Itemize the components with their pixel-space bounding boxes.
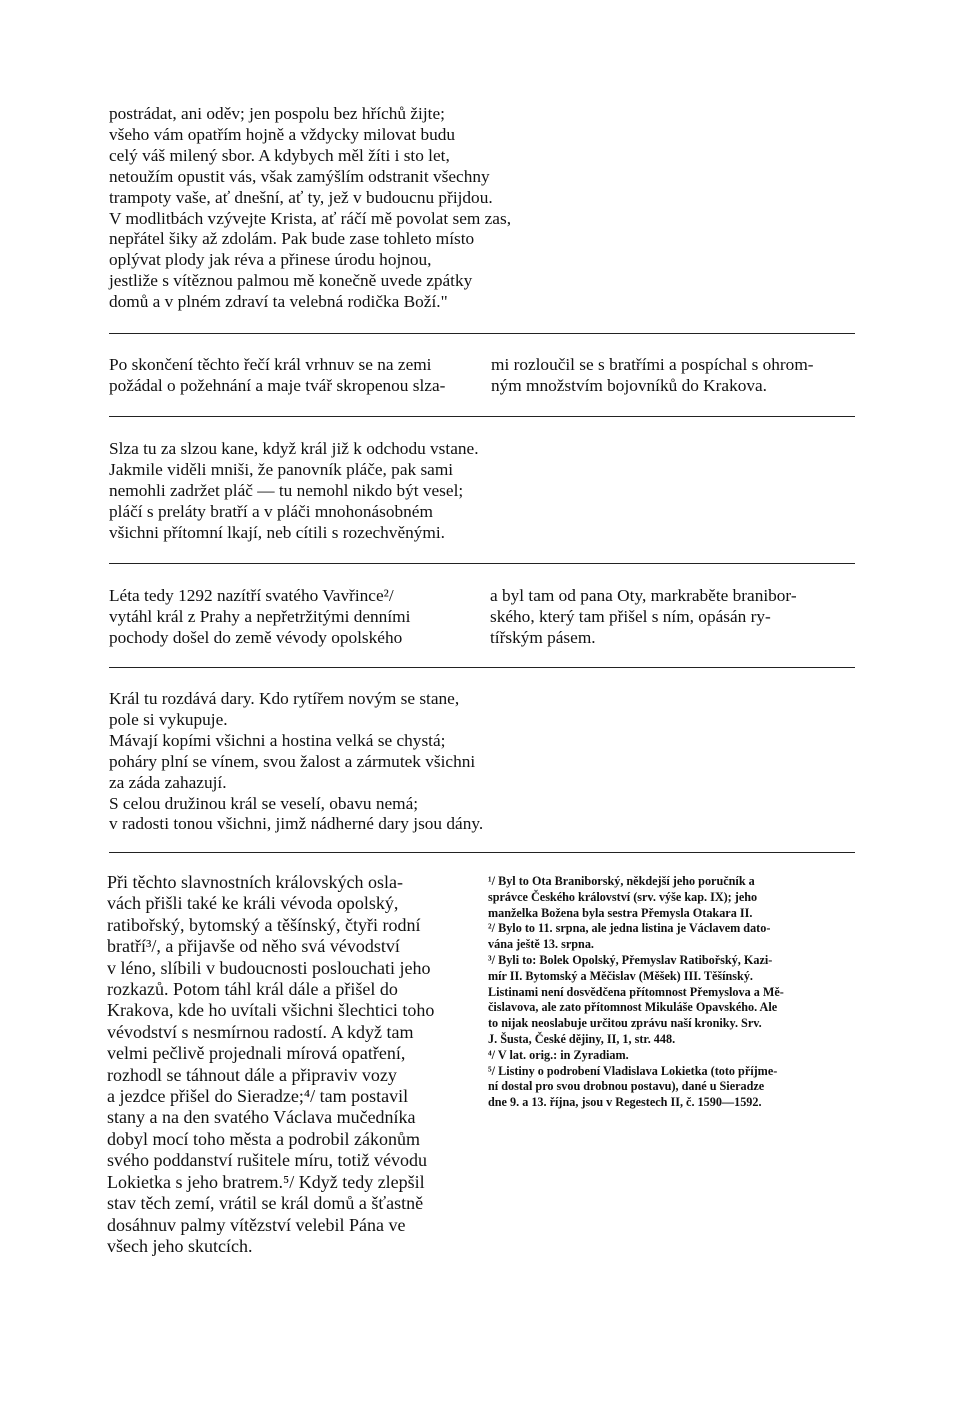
footnote-line: čislavova, ale zato přítomnost Mikuláše Opavského. Ale (488, 1000, 778, 1015)
prose-line: ského, který tam přišel s ním, opásán ry- (490, 607, 771, 626)
prose-2-right-column (490, 585, 856, 648)
verse-line: v radosti tonou všichni, jimž nádherné dary jsou dány. (109, 814, 484, 834)
footnote-line: ⁴/ V lat. orig.: in Zyradiam. (488, 1047, 629, 1062)
text-line: ratibořský, bytomský a těšínský, čtyři rodní (107, 914, 421, 935)
text-line: dosáhnuv palmy vítězství velebil Pána ve (107, 1214, 406, 1235)
poem-top (109, 104, 869, 313)
footnote-line: ²/ Bylo to 11. srpna, ale jedna listina je Václavem dato- (488, 921, 771, 936)
verse-line: všeho vám opatřím hojně a vždycky milovat budu (109, 124, 456, 144)
verse-line: pole si vykupuje. (109, 709, 228, 729)
verse-line: oplývat plody jak réva a přinese úrodu hojnou, (109, 250, 432, 270)
prose-2-left-column (109, 585, 475, 648)
divider-rule (109, 852, 855, 853)
footnote-line: ³/ Byli to: Bolek Opolský, Přemyslav Ratibořský, Kazi- (488, 952, 773, 967)
divider-rule (109, 563, 855, 564)
verse-line: S celou družinou král se veselí, obavu nemá; (109, 793, 419, 813)
footnote-line: vána ještě 13. srpna. (488, 937, 594, 952)
verse-line: jestliže s vítěznou palmou mě konečně uvede zpátky (109, 271, 473, 291)
text-line: vévodství s nesmírnou radostí. A když tam (107, 1021, 414, 1042)
footnote-line: Listinami není dosvědčena přítomnost Přemyslova a Mě- (488, 984, 784, 999)
verse-line: pláčí s preláty bratří a v pláči mnohonásobném (109, 501, 433, 521)
text-line: rozhodl se táhnout dále a připraviv vozy (107, 1064, 397, 1085)
verse-line: trampoty vaše, ať dnešní, ať ty, jež v budoucnu přijdou. (109, 187, 493, 207)
text-line: svého poddanství rušitele míru, totiž vévodu (107, 1150, 427, 1171)
verse-line: všichni přítomní lkají, neb cítili s rozechvěnými. (109, 522, 445, 542)
footnote-line: manželka Božena byla sestra Přemysla Otakara II. (488, 905, 753, 920)
text-line: Při těchto slavnostních královských osla- (107, 872, 403, 892)
verse-line: Mávají kopími všichni a hostina velká se chystá; (109, 730, 446, 750)
text-line: všech jeho skutcích. (107, 1235, 253, 1256)
prose-1-right-column (491, 354, 857, 396)
text-line: vách přišli také ke králi vévoda opolský, (107, 893, 399, 914)
verse-line: poháry plní se vínem, svou žalost a zármutek všichni (109, 751, 476, 771)
footnote-line: správce Českého království (srv. výše kap. IX); jeho (488, 889, 758, 904)
verse-line: Jakmile viděli mniši, že panovník pláče, pak sami (109, 459, 454, 479)
text-line: Lokietka s jeho bratrem.⁵/ Když tedy zlepšil (107, 1171, 425, 1192)
main-text (107, 872, 467, 1257)
verse-line: za záda zahazují. (109, 772, 227, 792)
verse-line: postrádat, ani oděv; jen pospolu bez hříchů žijte; (109, 104, 445, 123)
footnotes (488, 874, 858, 1111)
verse-line: nepřátel šiky až zdolám. Pak bude zase tohleto místo (109, 229, 475, 249)
footnote-line: dne 9. a 13. října, jsou v Regestech II, č. 1590—1592. (488, 1095, 762, 1110)
verse-line: Slza tu za slzou kane, když král již k odchodu vstane. (109, 439, 479, 458)
footnote-line: to nijak neoslabuje určitou zprávu naší kroniky. Srv. (488, 1016, 762, 1031)
text-line: a jezdce přišel do Sieradze;⁴/ tam postavil (107, 1086, 409, 1107)
verse-line: celý váš milený sbor. A kdybych měl žíti i sto let, (109, 145, 450, 165)
text-line: bratří³/, a přijavše od něho svá vévodství (107, 936, 400, 957)
footnote-line: ⁵/ Listiny o podrobení Vladislava Lokietka (toto příjme- (488, 1063, 778, 1078)
verse-line: domů a v plném zdraví ta velebná rodička Boží." (109, 292, 448, 312)
footnote-line: J. Šusta, České dějiny, II, 1, str. 448. (488, 1031, 676, 1046)
text-line: dobyl mocí toho města a podrobil zákonům (107, 1128, 420, 1149)
verse-line: netoužím opustit vás, však zamýšlím odstranit všechny (109, 166, 490, 186)
poem-3 (109, 689, 869, 835)
prose-line: a byl tam od pana Oty, markraběte branibor- (490, 586, 797, 605)
verse-line: nemohli zadržet pláč — tu nemohl nikdo být vesel; (109, 480, 464, 500)
prose-line: pochody došel do země vévody opolského (109, 628, 403, 647)
footnote-line: mír II. Bytomský a Měčislav (Měšek) III. Těšínský. (488, 968, 753, 983)
text-line: rozkazů. Potom táhl král dále a přišel do (107, 979, 398, 1000)
divider-rule (109, 333, 855, 334)
footnote-line: ní dostal pro svou drobnou postavu), dané u Sieradze (488, 1079, 765, 1094)
prose-line: vytáhl král z Prahy a nepřetržitými denními (109, 607, 411, 626)
text-line: v léno, slíbili v budoucnosti poslouchati jeho (107, 957, 431, 978)
divider-rule (109, 667, 855, 668)
text-line: stav těch zemí, vrátil se král domů a šťastně (107, 1193, 424, 1214)
text-line: stany a na den svatého Václava mučedníka (107, 1107, 416, 1128)
prose-line: Léta tedy 1292 nazítří svatého Vavřince²/ (109, 586, 394, 605)
prose-line: tířským pásem. (490, 628, 596, 647)
footnote-line: ¹/ Byl to Ota Braniborský, někdejší jeho poručník a (488, 874, 755, 888)
prose-line: ným množstvím bojovníků do Krakova. (491, 376, 767, 395)
prose-1-left-column (109, 354, 475, 396)
prose-line: požádal o požehnání a maje tvář skropenou slza- (109, 376, 446, 395)
verse-line: V modlitbách vzývejte Krista, ať ráčí mě povolat sem zas, (109, 208, 512, 228)
verse-line: Král tu rozdává dary. Kdo rytířem novým se stane, (109, 689, 460, 708)
text-line: velmi pečlivě projednali mírová opatření, (107, 1043, 406, 1064)
prose-line: mi rozloučil se s bratřími a pospíchal s ohrom- (491, 355, 814, 374)
poem-2 (109, 439, 869, 544)
prose-line: Po skončení těchto řečí král vrhnuv se na zemi (109, 355, 432, 374)
text-line: Krakova, kde ho uvítali všichni šlechtici toho (107, 1000, 435, 1021)
divider-rule (109, 416, 855, 417)
